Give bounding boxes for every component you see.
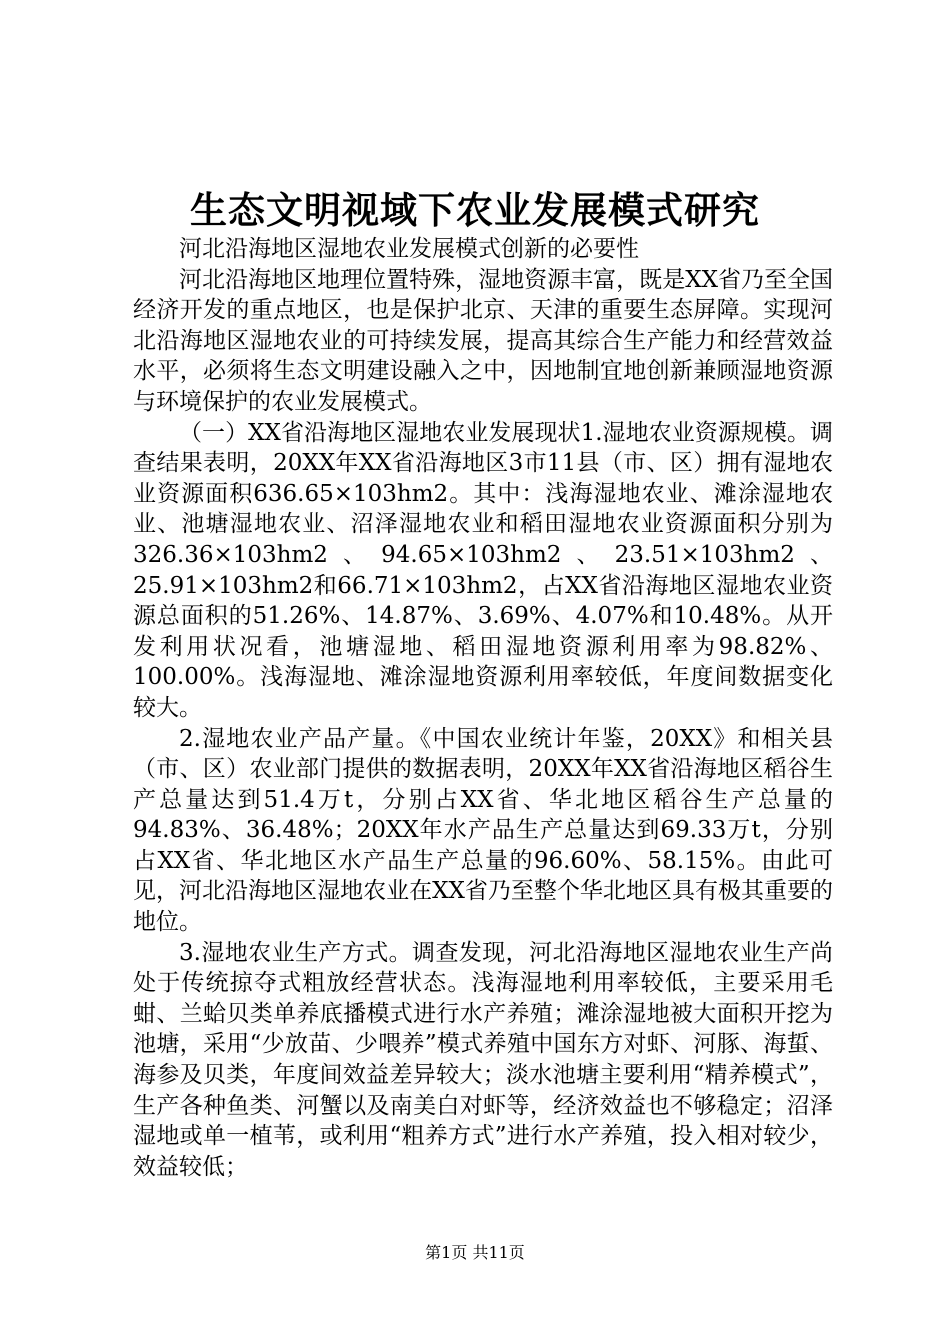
paragraph-intro: 河北沿海地区地理位置特殊，湿地资源丰富，既是XX省乃至全国经济开发的重点地区，也是保护北京、天津的重要生态屏障。实现河北沿海地区湿地农业的可持续发展，提高其综合生产能力和经营效益水平，必须将生态文明建设融入之中，因地制宜地创新兼顾湿地资源与环境保护的农业发展模式。 [133, 266, 833, 415]
document-title: 生态文明视域下农业发展模式研究 [190, 188, 760, 232]
paragraph-resource-scale: （一）XX省沿海地区湿地农业发展现状1.湿地农业资源规模。调查结果表明，20XX年XX省沿海地区3市11县（市、区）拥有湿地农业资源面积636.65×103hm2。其中：浅海湿地农业、滩涂湿地农业、池塘湿地农业、沼泽湿地农业和稻田湿地农业资源面积分别为326.36×103hm2、94.65×103hm2、23.51×103hm2、25.91×103hm2和66.71×103hm2，占XX省沿海地区湿地农业资源总面积的51.26%、14.87%、3.69%、4.07%和10.48%。从开发利用状况看，池塘湿地、稻田湿地资源利用率为98.82%、100.00%。浅海湿地、滩涂湿地资源利用率较低，年度间数据变化较大。 [133, 419, 833, 721]
paragraph-subheading: 河北沿海地区湿地农业发展模式创新的必要性 [179, 236, 639, 262]
paragraph-production-mode: 3.湿地农业生产方式。调查发现，河北沿海地区湿地农业生产尚处于传统掠夺式粗放经营状态。浅海湿地利用率较低，主要采用毛蚶、兰蛤贝类单养底播模式进行水产养殖；滩涂湿地被大面积开挖为池塘，采用“少放苗、少喂养”模式养殖中国东方对虾、河豚、海蜇、海参及贝类，年度间效益差异较大；淡水池塘主要利用“精养模式”，生产各种鱼类、河蟹以及南美白对虾等，经济效益也不够稳定；沼泽湿地或单一植苇，或利用“粗养方式”进行水产养殖，投入相对较少，效益较低； [133, 939, 833, 1180]
paragraph-product-output: 2.湿地农业产品产量。《中国农业统计年鉴，20XX》和相关县（市、区）农业部门提供的数据表明，20XX年XX省沿海地区稻谷生产总量达到51.4万t，分别占XX省、华北地区稻谷生产总量的94.83%、36.48%；20XX年水产品生产总量达到69.33万t，分别占XX省、华北地区水产品生产总量的96.60%、58.15%。由此可见，河北沿海地区湿地农业在XX省乃至整个华北地区具有极其重要的地位。 [133, 725, 833, 936]
page-number-footer: 第1页 共11页 [425, 1243, 525, 1262]
document-body [133, 234, 833, 1182]
